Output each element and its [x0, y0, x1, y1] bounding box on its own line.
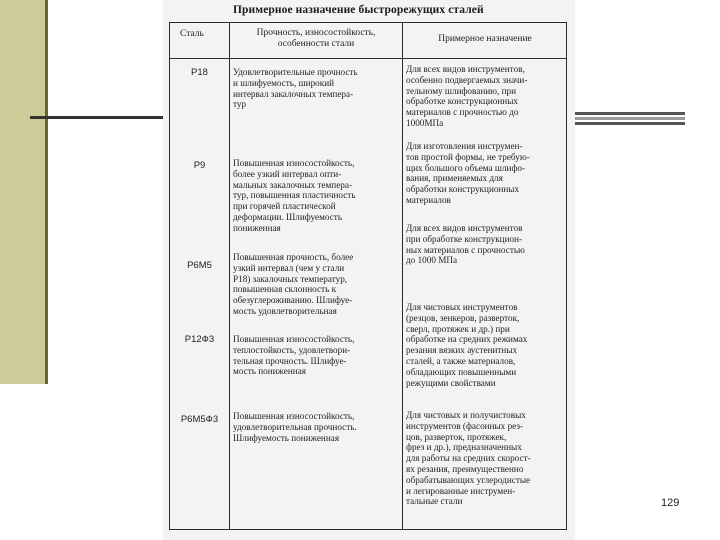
header-properties: Прочность, износостойкость, особенности стали — [256, 28, 376, 49]
left-accent-bar — [0, 0, 48, 384]
column-divider-1 — [229, 23, 230, 529]
decorative-rule-left — [30, 116, 165, 119]
steel-name: Р12Ф3 — [184, 334, 215, 345]
steel-name: Р6М5 — [187, 260, 212, 271]
header-steel: Сталь — [180, 29, 204, 39]
steel-properties: Повышенная прочность, более узкий интервал (чем у стали Р18) закалочных температур, повышенная склонность к обезуглероживанию. Шлифуе- мость удовлетворительная — [233, 252, 354, 316]
steel-purpose: Для всех видов инструментов, особенно подвергаемых значи- тельному шлифованию, при обработке конструкционных материалов с прочностью до 1000МПа — [406, 64, 528, 128]
steel-name: Р9 — [193, 160, 206, 171]
header-purpose: Примерное назначение — [438, 34, 532, 44]
steel-name: Р6М5Ф3 — [180, 414, 219, 425]
steel-purpose: Для чистовых и получистовых инструментов (фасонных рез- цов, разверток, протяжек, фрез и др.), предназначенных для работы на средних скорост- ях резания, преимущественно обрабатывающих углеродистые и легированные инструмен- тальные стали — [406, 410, 531, 507]
slide-page-number: 129 — [661, 497, 680, 509]
left-accent-bar-edge — [45, 0, 48, 384]
header-divider — [170, 58, 566, 59]
steel-properties: Повышенная износостойкость, удовлетворительная прочность. Шлифуемость пониженная — [233, 411, 357, 443]
steel-properties: Повышенная износостойкость, более узкий интервал опти- мальных закалочных темпера- тур, повышенная пластичность при горячей пластической деформации. Шлифуемость пониженная — [233, 158, 356, 233]
steel-purpose: Для всех видов инструментов при обработке конструкцион- ных материалов с прочностью до 1000 МПа — [406, 223, 525, 266]
scanned-table-page — [163, 0, 575, 540]
steel-properties: Удовлетворительные прочность и шлифуемость, широкий интервал закалочных темпера- тур — [233, 67, 358, 110]
column-divider-2 — [402, 23, 403, 529]
table-title: Примерное назначение быстрорежущих сталей — [233, 4, 484, 16]
decorative-rule-right — [575, 112, 685, 124]
steel-properties: Повышенная износостойкость, теплостойкость, удовлетвори- тельная прочность. Шлифуе- мость пониженная — [233, 334, 355, 377]
steel-purpose: Для чистовых инструментов (резцов, зенкеров, разверток, сверл, протяжек и др.) при обработке на средних режимах резания вязких аустенитных сталей, а также материалов, обладающих повышенными режущими свойствами — [406, 302, 528, 388]
steel-purpose: Для изготовления инструмен- тов простой формы, не требую- щих большого объема шлифо- вания, применяемых для обработки конструкционных материалов — [406, 141, 530, 205]
steel-name: Р18 — [191, 67, 208, 78]
steels-table — [169, 22, 567, 530]
